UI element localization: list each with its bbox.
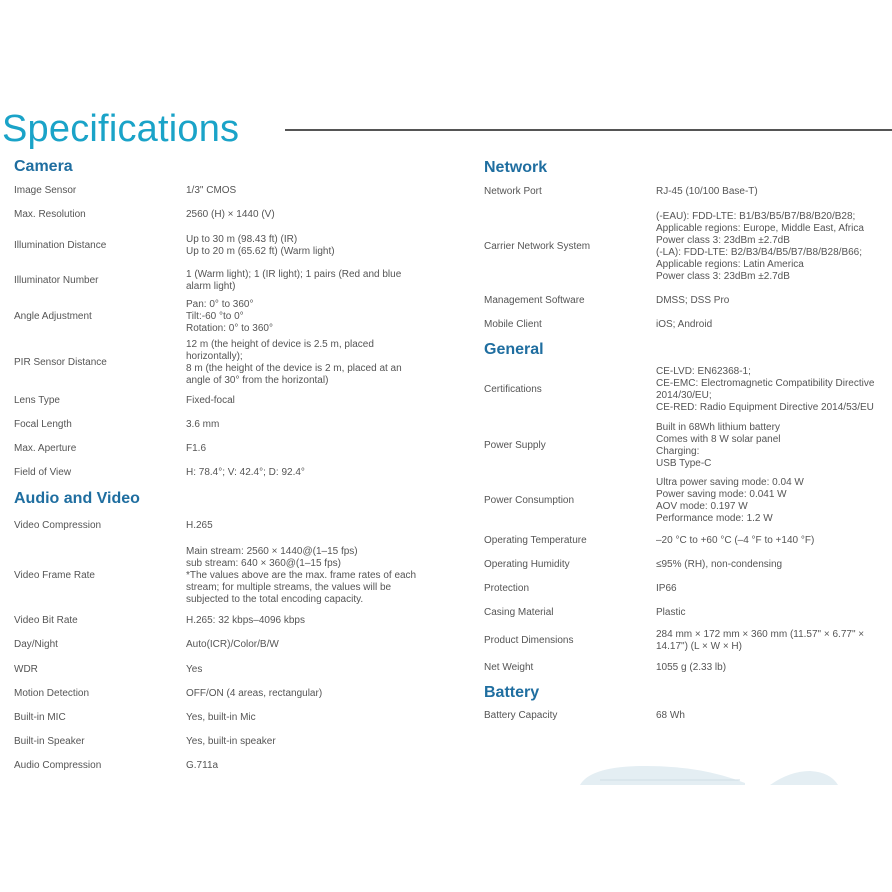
spec-label: Product Dimensions: [484, 635, 574, 646]
spec-value: Power class 3: 23dBm ±2.7dB: [656, 271, 790, 282]
spec-value: 1/3" CMOS: [186, 185, 237, 196]
spec-value: Yes, built-in Mic: [186, 712, 256, 723]
spec-value: 8 m (the height of the device is 2 m, placed at an: [186, 363, 402, 374]
spec-value: H.265: 32 kbps–4096 kbps: [186, 615, 305, 626]
spec-value: alarm light): [186, 281, 236, 292]
spec-value: 2560 (H) × 1440 (V): [186, 209, 275, 220]
spec-label: Video Frame Rate: [14, 570, 95, 581]
section-heading-audio-video: Audio and Video: [14, 490, 140, 507]
product-image-fragment: [580, 765, 840, 785]
section-heading-battery: Battery: [484, 684, 540, 701]
spec-value: 12 m (the height of device is 2.5 m, placed: [186, 339, 374, 350]
spec-value: DMSS; DSS Pro: [656, 295, 730, 306]
spec-value: 2014/30/EU;: [656, 390, 712, 401]
spec-label: Protection: [484, 583, 530, 594]
spec-value: USB Type-C: [656, 458, 712, 469]
spec-label: WDR: [14, 664, 38, 675]
spec-label: Motion Detection: [14, 688, 90, 699]
spec-value: 3.6 mm: [186, 419, 220, 430]
spec-value: RJ-45 (10/100 Base-T): [656, 186, 758, 197]
spec-value: Built in 68Wh lithium battery: [656, 422, 780, 433]
spec-value: Yes, built-in speaker: [186, 736, 276, 747]
section-heading-general: General: [484, 341, 544, 358]
spec-value: –20 °C to +60 °C (–4 °F to +140 °F): [656, 535, 815, 546]
spec-value: CE-LVD: EN62368-1;: [656, 366, 751, 377]
spec-value: Power saving mode: 0.041 W: [656, 489, 787, 500]
spec-value: Tilt:-60 °to 0°: [186, 311, 244, 322]
spec-label: Built-in MIC: [14, 712, 66, 723]
title-rule: [285, 129, 892, 131]
spec-label: Mobile Client: [484, 319, 542, 330]
spec-value: Up to 20 m (65.62 ft) (Warm light): [186, 246, 335, 257]
spec-value: 68 Wh: [656, 710, 685, 721]
section-heading-camera: Camera: [14, 158, 73, 175]
spec-label: Power Supply: [484, 440, 546, 451]
spec-value: Auto(ICR)/Color/B/W: [186, 639, 279, 650]
spec-value: subjected to the total encoding capacity.: [186, 594, 364, 605]
spec-label: Focal Length: [14, 419, 72, 430]
page-title: Specifications: [2, 108, 240, 150]
spec-value: G.711a: [186, 760, 219, 771]
spec-value: 284 mm × 172 mm × 360 mm (11.57" × 6.77" ×: [656, 629, 865, 640]
spec-label: Battery Capacity: [484, 710, 558, 721]
spec-label: Angle Adjustment: [14, 311, 92, 322]
spec-value: Charging:: [656, 446, 700, 457]
spec-value: Fixed-focal: [186, 395, 235, 406]
spec-label: Illumination Distance: [14, 240, 107, 251]
spec-label: Carrier Network System: [484, 241, 591, 252]
spec-value: IP66: [656, 583, 677, 594]
spec-value: H.265: [186, 520, 213, 531]
spec-label: Lens Type: [14, 395, 60, 406]
spec-value: sub stream: 640 × 360@(1–15 fps): [186, 558, 341, 569]
spec-label: Image Sensor: [14, 185, 77, 196]
spec-value: Yes: [186, 664, 203, 675]
spec-value: ≤95% (RH), non-condensing: [656, 559, 783, 570]
spec-label: Operating Humidity: [484, 559, 570, 570]
spec-value: Ultra power saving mode: 0.04 W: [656, 477, 804, 488]
spec-value: Plastic: [656, 607, 686, 618]
spec-value: Rotation: 0° to 360°: [186, 323, 273, 334]
spec-value: AOV mode: 0.197 W: [656, 501, 748, 512]
spec-value: CE-RED: Radio Equipment Directive 2014/53/EU: [656, 402, 874, 413]
spec-value: Main stream: 2560 × 1440@(1–15 fps): [186, 546, 358, 557]
spec-value: Performance mode: 1.2 W: [656, 513, 773, 524]
spec-value: Applicable regions: Europe, Middle East, Africa: [656, 223, 864, 234]
spec-value: (-EAU): FDD-LTE: B1/B3/B5/B7/B8/B20/B28;: [656, 211, 856, 222]
spec-label: Network Port: [484, 186, 542, 197]
spec-value: iOS; Android: [656, 319, 713, 330]
spec-value: H: 78.4°; V: 42.4°; D: 92.4°: [186, 467, 305, 478]
spec-value: Applicable regions: Latin America: [656, 259, 804, 270]
spec-label: Operating Temperature: [484, 535, 587, 546]
spec-label: Video Bit Rate: [14, 615, 78, 626]
spec-value: CE-EMC: Electromagnetic Compatibility Directive: [656, 378, 875, 389]
spec-value: Pan: 0° to 360°: [186, 299, 254, 310]
spec-label: Video Compression: [14, 520, 102, 531]
spec-label: Casing Material: [484, 607, 554, 618]
spec-label: Management Software: [484, 295, 585, 306]
spec-label: Illuminator Number: [14, 275, 99, 286]
spec-label: Audio Compression: [14, 760, 102, 771]
spec-value: Comes with 8 W solar panel: [656, 434, 781, 445]
spec-value: *The values above are the max. frame rates of each: [186, 570, 417, 581]
spec-value: 1055 g (2.33 lb): [656, 662, 727, 673]
spec-label: Field of View: [14, 467, 72, 478]
spec-label: Certifications: [484, 384, 542, 395]
spec-label: Day/Night: [14, 639, 58, 650]
spec-value: F1.6: [186, 443, 207, 454]
spec-value: angle of 30° from the horizontal): [186, 375, 329, 386]
spec-value: Power class 3: 23dBm ±2.7dB: [656, 235, 790, 246]
spec-value: horizontally);: [186, 351, 243, 362]
spec-value: OFF/ON (4 areas, rectangular): [186, 688, 323, 699]
spec-value: Up to 30 m (98.43 ft) (IR): [186, 234, 298, 245]
spec-label: Max. Resolution: [14, 209, 86, 220]
spec-label: Max. Aperture: [14, 443, 77, 454]
section-heading-network: Network: [484, 159, 548, 176]
spec-label: PIR Sensor Distance: [14, 357, 107, 368]
spec-label: Net Weight: [484, 662, 534, 673]
spec-label: Power Consumption: [484, 495, 575, 506]
spec-value: 1 (Warm light); 1 (IR light); 1 pairs (Red and blue: [186, 269, 402, 280]
spec-value: (-LA): FDD-LTE: B2/B3/B4/B5/B7/B8/B28/B66;: [656, 247, 863, 258]
spec-value: 14.17") (L × W × H): [656, 641, 742, 652]
spec-value: stream; for multiple streams, the values will be: [186, 582, 392, 593]
spec-label: Built-in Speaker: [14, 736, 85, 747]
